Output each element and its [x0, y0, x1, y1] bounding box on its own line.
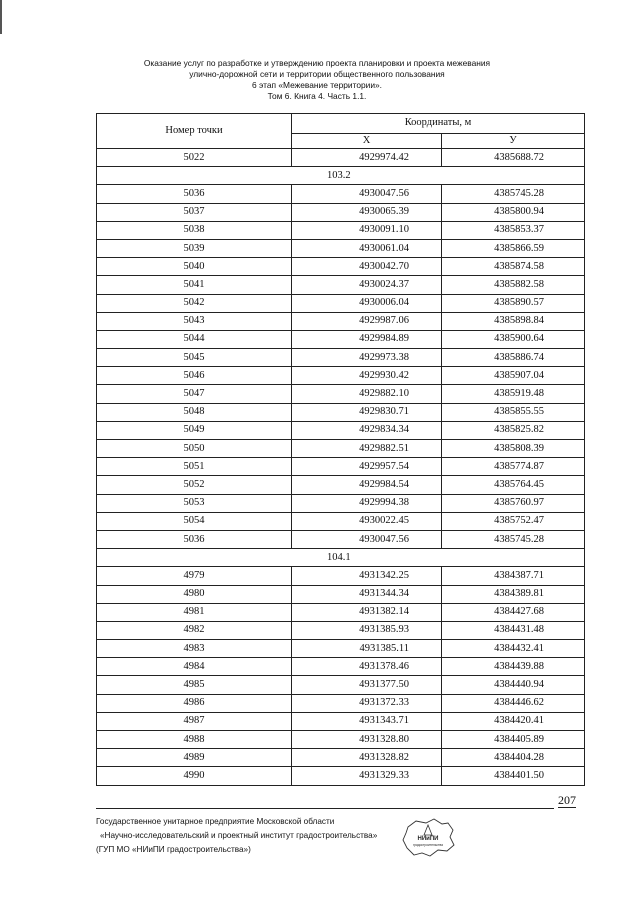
y-coordinate-cell: 4385907.04	[442, 367, 585, 385]
table-row	[97, 676, 585, 694]
x-coordinate-cell: 4931372.33	[292, 694, 442, 712]
point-number-cell: 5050	[97, 440, 292, 458]
footer-organization	[96, 815, 377, 857]
point-number-cell: 5038	[97, 221, 292, 239]
y-coordinate-cell: 4384389.81	[442, 585, 585, 603]
point-number-cell: 5036	[97, 530, 292, 548]
table-row	[97, 749, 585, 767]
x-coordinate-cell: 4929930.42	[292, 367, 442, 385]
logo-emblem-shape	[424, 825, 432, 835]
x-coordinate-cell: 4929973.38	[292, 349, 442, 367]
table-row	[97, 567, 585, 585]
x-coordinate-cell: 4929830.71	[292, 403, 442, 421]
x-coordinate-cell: 4930091.10	[292, 221, 442, 239]
point-number-cell: 4982	[97, 621, 292, 639]
point-number-cell: 5052	[97, 476, 292, 494]
table-row	[97, 458, 585, 476]
table-row	[97, 731, 585, 749]
x-coordinate-cell: 4930047.56	[292, 185, 442, 203]
point-number-cell: 5051	[97, 458, 292, 476]
table-row	[97, 767, 585, 785]
table-row	[97, 349, 585, 367]
table-row	[97, 694, 585, 712]
x-coordinate-cell: 4929984.89	[292, 330, 442, 348]
y-coordinate-cell: 4385760.97	[442, 494, 585, 512]
point-number-cell: 5045	[97, 349, 292, 367]
x-coordinate-cell: 4931343.71	[292, 712, 442, 730]
column-header-coordinates: Координаты, м	[292, 114, 585, 134]
point-number-cell: 5042	[97, 294, 292, 312]
y-coordinate-cell: 4385866.59	[442, 239, 585, 257]
y-coordinate-cell: 4385752.47	[442, 512, 585, 530]
y-coordinate-cell: 4385900.64	[442, 330, 585, 348]
table-row	[97, 221, 585, 239]
table-row	[97, 530, 585, 548]
point-number-cell: 5037	[97, 203, 292, 221]
x-coordinate-cell: 4931328.80	[292, 731, 442, 749]
x-coordinate-cell: 4931378.46	[292, 658, 442, 676]
table-row	[97, 367, 585, 385]
y-coordinate-cell: 4384440.94	[442, 676, 585, 694]
point-number-cell: 4984	[97, 658, 292, 676]
x-coordinate-cell: 4929834.34	[292, 421, 442, 439]
x-coordinate-cell: 4929984.54	[292, 476, 442, 494]
logo-subtext: градостроительства	[413, 843, 443, 847]
x-coordinate-cell: 4931329.33	[292, 767, 442, 785]
x-coordinate-cell: 4931342.25	[292, 567, 442, 585]
table-row	[97, 258, 585, 276]
table-row	[97, 239, 585, 257]
table-row	[97, 658, 585, 676]
y-coordinate-cell: 4385688.72	[442, 149, 585, 167]
y-coordinate-cell: 4385764.45	[442, 476, 585, 494]
y-coordinate-cell: 4384439.88	[442, 658, 585, 676]
point-number-cell: 5041	[97, 276, 292, 294]
x-coordinate-cell: 4929987.06	[292, 312, 442, 330]
y-coordinate-cell: 4384401.50	[442, 767, 585, 785]
point-number-cell: 4985	[97, 676, 292, 694]
point-number-cell: 4990	[97, 767, 292, 785]
point-number-cell: 5054	[97, 512, 292, 530]
x-coordinate-cell: 4930024.37	[292, 276, 442, 294]
point-number-cell: 5048	[97, 403, 292, 421]
x-coordinate-cell: 4930065.39	[292, 203, 442, 221]
point-number-cell: 5047	[97, 385, 292, 403]
y-coordinate-cell: 4384427.68	[442, 603, 585, 621]
point-number-cell: 4981	[97, 603, 292, 621]
x-coordinate-cell: 4930042.70	[292, 258, 442, 276]
footer-line-1: Государственное унитарное предприятие Московской области	[96, 817, 335, 826]
point-number-cell: 5046	[97, 367, 292, 385]
header-line-3: 6 этап «Межевание территории».	[252, 80, 382, 90]
point-number-cell: 4989	[97, 749, 292, 767]
point-number-cell: 5053	[97, 494, 292, 512]
footer-line-2: «Научно-исследовательский и проектный институт градостроительства»	[100, 831, 378, 840]
y-coordinate-cell: 4384446.62	[442, 694, 585, 712]
point-number-cell: 5039	[97, 239, 292, 257]
table-row	[97, 494, 585, 512]
point-number-cell: 5049	[97, 421, 292, 439]
table-row	[97, 185, 585, 203]
point-number-cell: 5022	[97, 149, 292, 167]
header-line-4: Том 6. Книга 4. Часть 1.1.	[267, 91, 367, 101]
y-coordinate-cell: 4384420.41	[442, 712, 585, 730]
table-row	[97, 403, 585, 421]
point-number-cell: 4983	[97, 640, 292, 658]
section-label: 103.2	[97, 167, 585, 185]
y-coordinate-cell: 4385890.57	[442, 294, 585, 312]
x-coordinate-cell: 4929882.10	[292, 385, 442, 403]
table-row	[97, 421, 585, 439]
y-coordinate-cell: 4385874.58	[442, 258, 585, 276]
y-coordinate-cell: 4384405.89	[442, 731, 585, 749]
point-number-cell: 4980	[97, 585, 292, 603]
column-header-x: X	[292, 133, 442, 148]
table-row	[97, 330, 585, 348]
footer-divider	[96, 808, 554, 809]
x-coordinate-cell: 4929957.54	[292, 458, 442, 476]
x-coordinate-cell: 4931382.14	[292, 603, 442, 621]
x-coordinate-cell: 4930061.04	[292, 239, 442, 257]
coordinates-table	[96, 113, 585, 786]
y-coordinate-cell: 4384404.28	[442, 749, 585, 767]
table-row	[97, 294, 585, 312]
table-row	[97, 440, 585, 458]
y-coordinate-cell: 4385800.94	[442, 203, 585, 221]
table-row	[97, 203, 585, 221]
institute-logo	[398, 815, 458, 859]
y-coordinate-cell: 4385825.82	[442, 421, 585, 439]
page-number: 207	[558, 793, 576, 807]
column-header-y: У	[442, 133, 585, 148]
x-coordinate-cell: 4931385.93	[292, 621, 442, 639]
x-coordinate-cell: 4931385.11	[292, 640, 442, 658]
y-coordinate-cell: 4384431.48	[442, 621, 585, 639]
table-row	[97, 276, 585, 294]
x-coordinate-cell: 4931328.82	[292, 749, 442, 767]
header-line-1: Оказание услуг по разработке и утверждению проекта планировки и проекта межевания	[143, 58, 491, 68]
x-coordinate-cell: 4931344.34	[292, 585, 442, 603]
table-row	[97, 640, 585, 658]
table-row	[97, 385, 585, 403]
x-coordinate-cell: 4929994.38	[292, 494, 442, 512]
y-coordinate-cell: 4385855.55	[442, 403, 585, 421]
x-coordinate-cell: 4929882.51	[292, 440, 442, 458]
x-coordinate-cell: 4930047.56	[292, 530, 442, 548]
y-coordinate-cell: 4385886.74	[442, 349, 585, 367]
table-row	[97, 585, 585, 603]
x-coordinate-cell: 4930022.45	[292, 512, 442, 530]
column-header-point-number: Номер точки	[97, 114, 292, 149]
y-coordinate-cell: 4385745.28	[442, 530, 585, 548]
header-line-2: улично-дорожной сети и территории общественного пользования	[189, 69, 445, 79]
y-coordinate-cell: 4385853.37	[442, 221, 585, 239]
point-number-cell: 5044	[97, 330, 292, 348]
y-coordinate-cell: 4385919.48	[442, 385, 585, 403]
y-coordinate-cell: 4385808.39	[442, 440, 585, 458]
logo-text: НИиПИ	[417, 836, 439, 842]
x-coordinate-cell: 4930006.04	[292, 294, 442, 312]
table-row	[97, 476, 585, 494]
table-section-row	[97, 167, 585, 185]
point-number-cell: 4988	[97, 731, 292, 749]
table-row	[97, 512, 585, 530]
point-number-cell: 5040	[97, 258, 292, 276]
point-number-cell: 4986	[97, 694, 292, 712]
table-section-row	[97, 549, 585, 567]
y-coordinate-cell: 4385898.84	[442, 312, 585, 330]
table-row	[97, 712, 585, 730]
x-coordinate-cell: 4931377.50	[292, 676, 442, 694]
y-coordinate-cell: 4384387.71	[442, 567, 585, 585]
y-coordinate-cell: 4385774.87	[442, 458, 585, 476]
x-coordinate-cell: 4929974.42	[292, 149, 442, 167]
scan-edge-mark	[0, 0, 2, 34]
point-number-cell: 4987	[97, 712, 292, 730]
table-row	[97, 312, 585, 330]
document-header	[60, 58, 574, 102]
table-row	[97, 149, 585, 167]
y-coordinate-cell: 4384432.41	[442, 640, 585, 658]
point-number-cell: 4979	[97, 567, 292, 585]
table-row	[97, 621, 585, 639]
y-coordinate-cell: 4385882.58	[442, 276, 585, 294]
footer-line-3: (ГУП МО «НИиПИ градостроительства»)	[96, 845, 251, 854]
section-label: 104.1	[97, 549, 585, 567]
table-row	[97, 603, 585, 621]
table-body	[97, 149, 585, 786]
point-number-cell: 5036	[97, 185, 292, 203]
point-number-cell: 5043	[97, 312, 292, 330]
y-coordinate-cell: 4385745.28	[442, 185, 585, 203]
